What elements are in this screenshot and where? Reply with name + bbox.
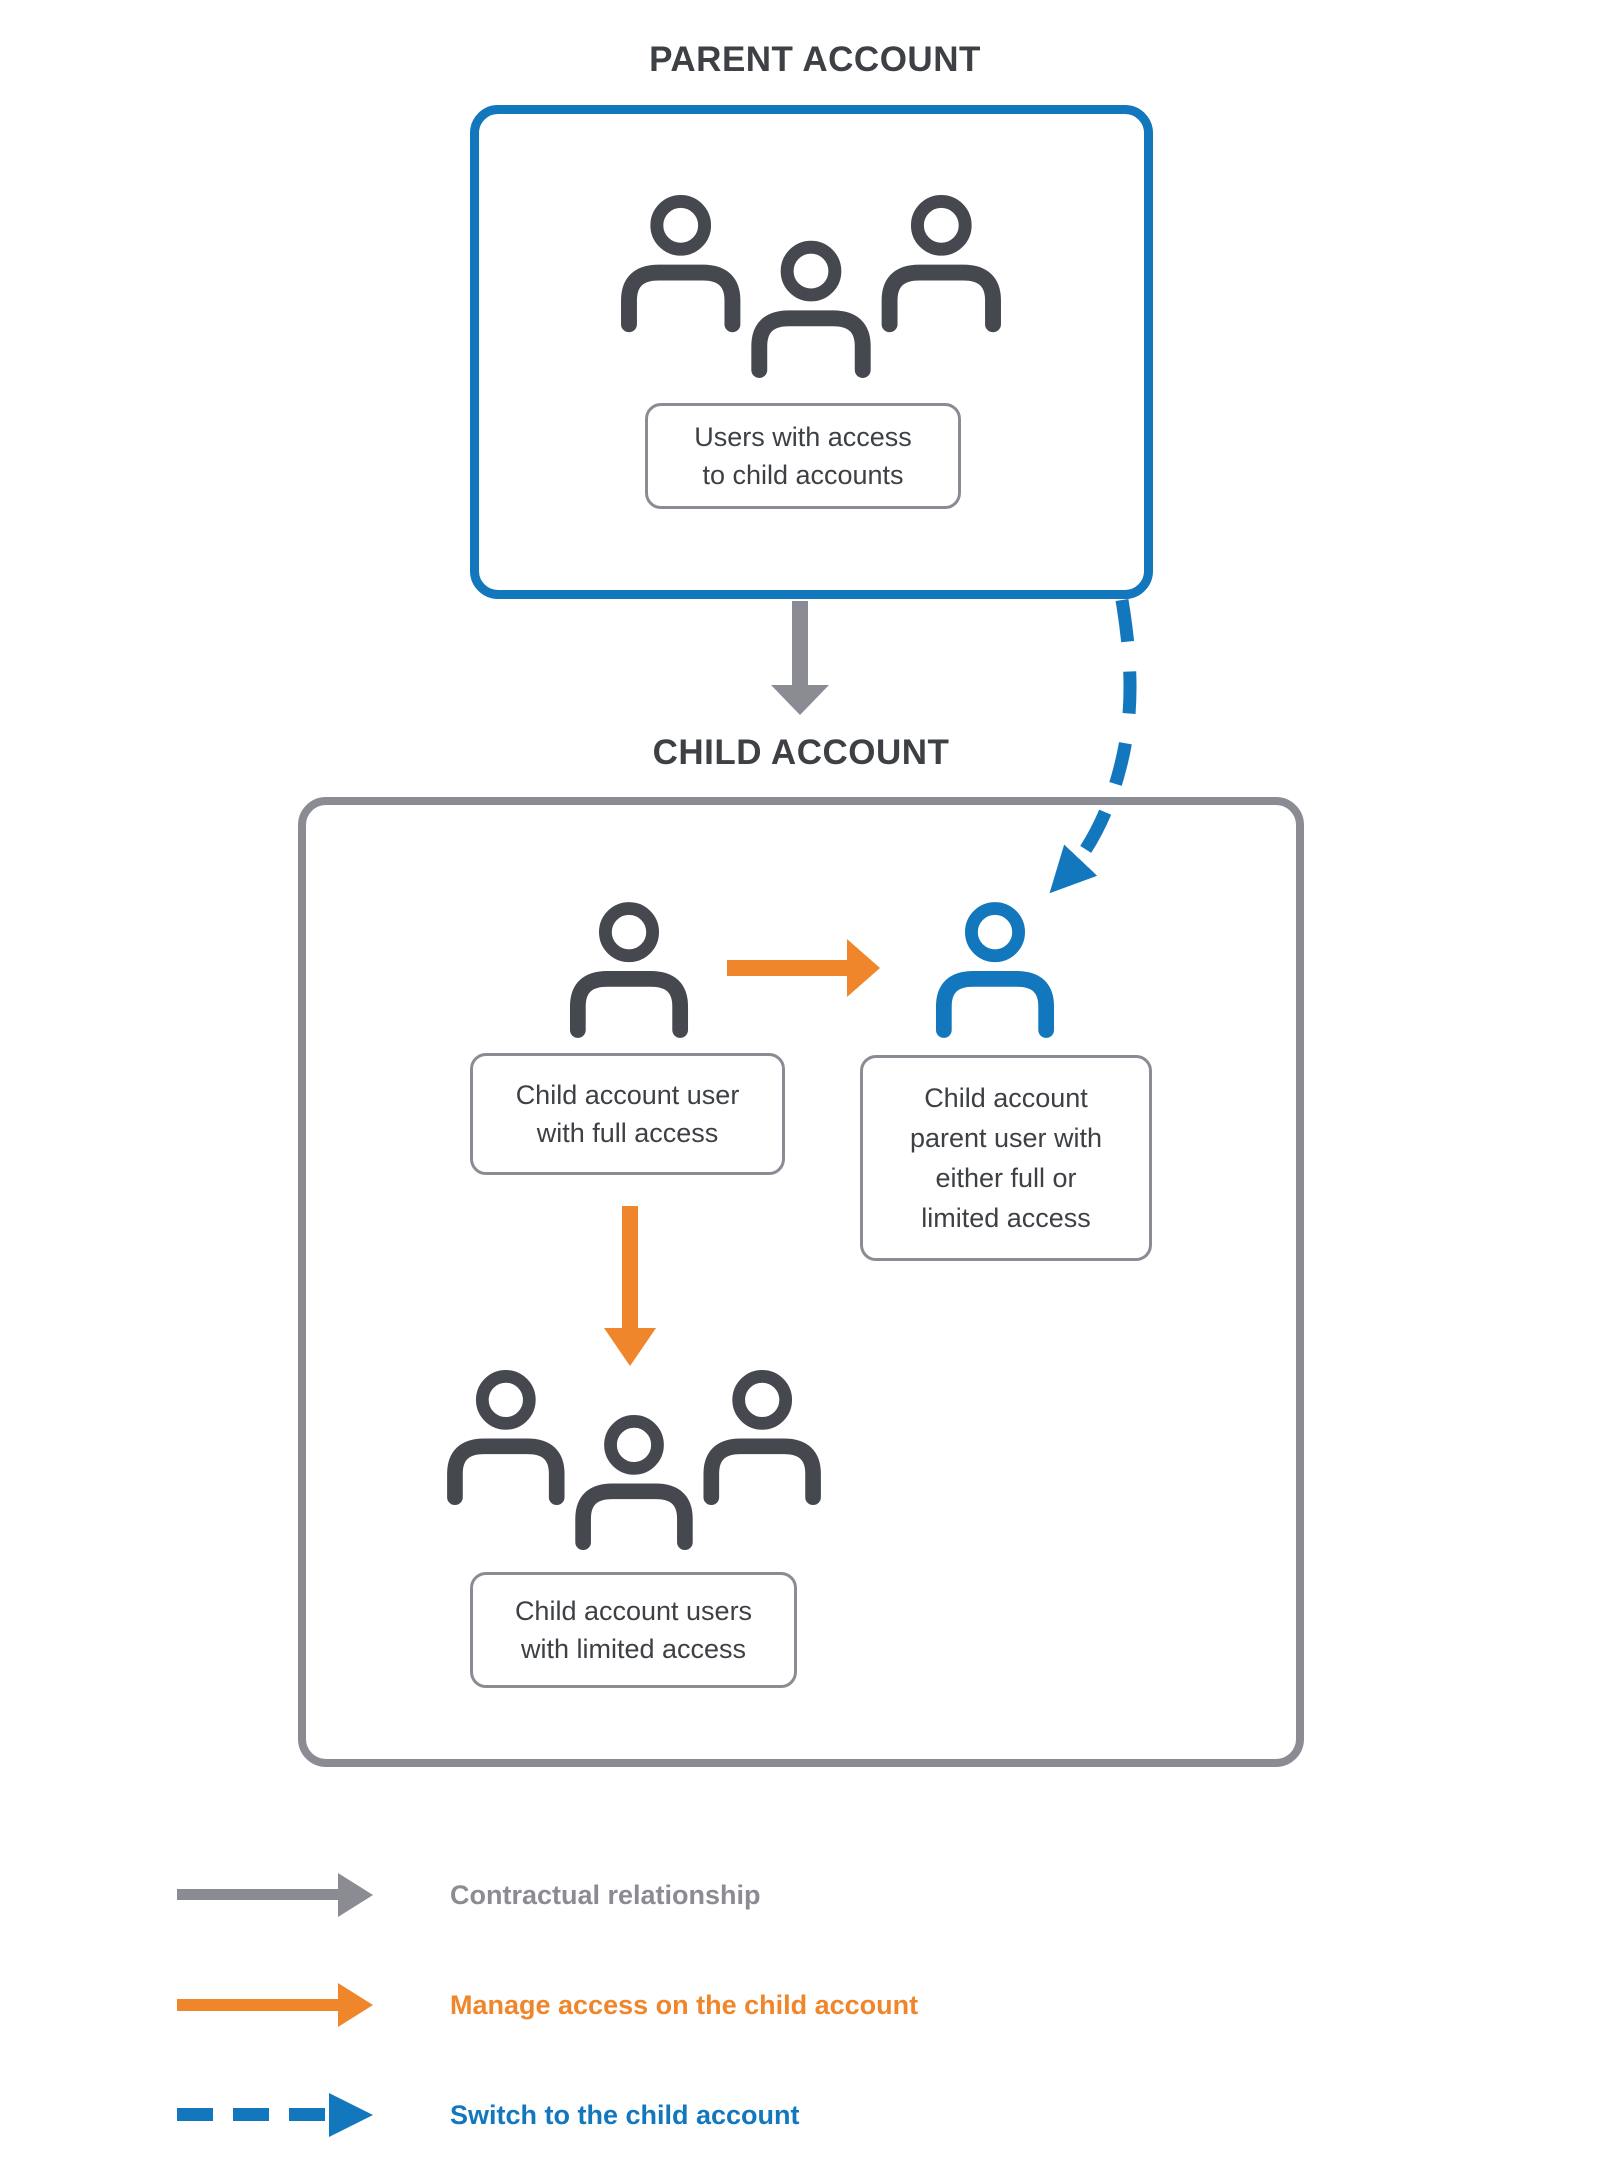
user-icon bbox=[934, 902, 1056, 1038]
caption-line: parent user with bbox=[909, 1123, 1103, 1153]
person-left bbox=[629, 201, 732, 324]
legend-item-manage-access bbox=[177, 1981, 918, 2029]
parent-account-title: PARENT ACCOUNT bbox=[649, 40, 981, 79]
solid-orange-arrow-icon bbox=[177, 1981, 374, 2029]
person-left bbox=[455, 1376, 557, 1497]
right-arrow-icon bbox=[727, 936, 881, 1000]
caption-line: with full access bbox=[536, 1118, 719, 1148]
parent-users-caption bbox=[645, 403, 961, 509]
child-account-title: CHILD ACCOUNT bbox=[652, 733, 950, 772]
users-group-icon bbox=[443, 1370, 825, 1552]
full-access-user-caption bbox=[470, 1053, 785, 1175]
limited-users-caption bbox=[470, 1572, 797, 1688]
caption-line: Child account bbox=[924, 1083, 1088, 1113]
legend-item-contractual bbox=[177, 1871, 761, 1919]
caption-line: Users with access bbox=[694, 422, 912, 452]
parent-user-caption bbox=[860, 1055, 1152, 1261]
dashed-blue-arrow-icon bbox=[177, 2091, 374, 2139]
caption-line: either full or bbox=[935, 1163, 1077, 1193]
legend-item-switch-account bbox=[177, 2091, 800, 2139]
caption-line: with limited access bbox=[520, 1634, 747, 1664]
caption-line: to child accounts bbox=[702, 460, 904, 490]
caption-line: Child account user bbox=[515, 1080, 740, 1110]
legend-label: Manage access on the child account bbox=[450, 1989, 919, 2020]
down-arrow-icon bbox=[770, 601, 830, 717]
user-icon bbox=[568, 902, 690, 1038]
down-arrow-icon bbox=[602, 1206, 658, 1368]
legend-label: Contractual relationship bbox=[450, 1879, 761, 1910]
caption-line: limited access bbox=[921, 1203, 1091, 1233]
solid-gray-arrow-icon bbox=[177, 1871, 374, 1919]
legend-label: Switch to the child account bbox=[450, 2099, 800, 2130]
users-group-icon bbox=[617, 195, 1005, 380]
person-right bbox=[711, 1376, 813, 1497]
person-middle-halo bbox=[759, 247, 862, 370]
person-right bbox=[890, 201, 993, 324]
caption-line: Child account users bbox=[514, 1596, 753, 1626]
person-middle-halo bbox=[583, 1421, 685, 1542]
